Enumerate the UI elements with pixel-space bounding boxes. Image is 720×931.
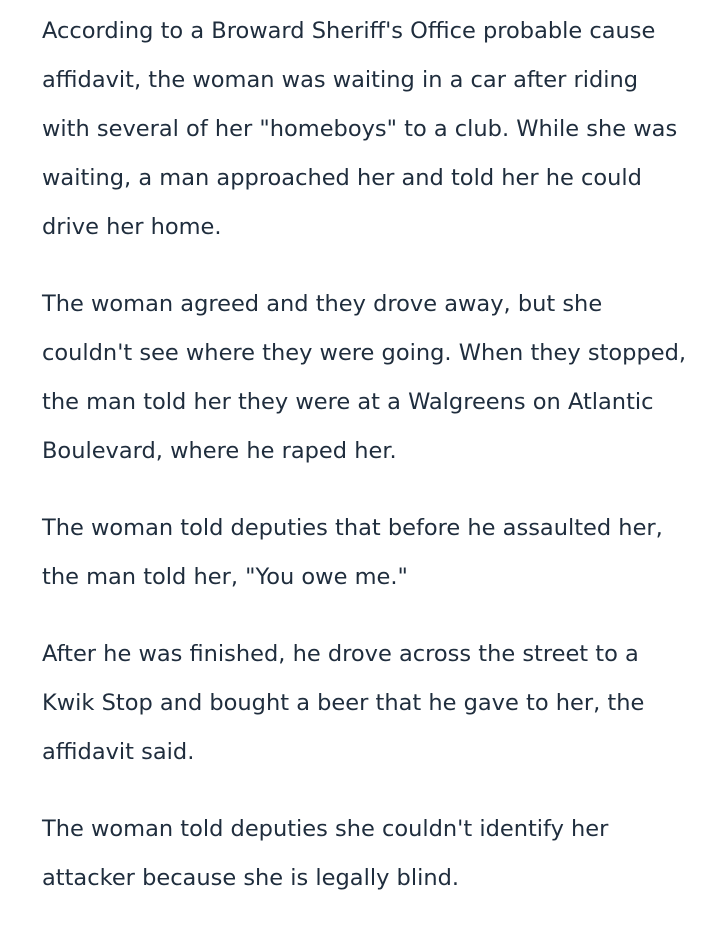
article-paragraph: The woman told deputies she couldn't identify her attacker because she is legally blind. [42, 816, 609, 891]
article-paragraph: The woman told deputies that before he assaulted her, the man told her, "You owe me." [42, 515, 663, 590]
article-paragraph: After he was finished, he drove across the street to a Kwik Stop and bought a beer that he gave to her, the affidavit said. [42, 641, 645, 765]
article-body [42, 7, 692, 931]
article-paragraph: According to a Broward Sheriff's Office probable cause affidavit, the woman was waiting in a car after riding with several of her "homeboys" to a club. While she was waiting, a man approached her and told her he could drive her home. [42, 18, 678, 240]
article-paragraph: The woman agreed and they drove away, but she couldn't see where they were going. When they stopped, the man told her they were at a Walgreens on Atlantic Boulevard, where he raped her. [42, 291, 687, 464]
